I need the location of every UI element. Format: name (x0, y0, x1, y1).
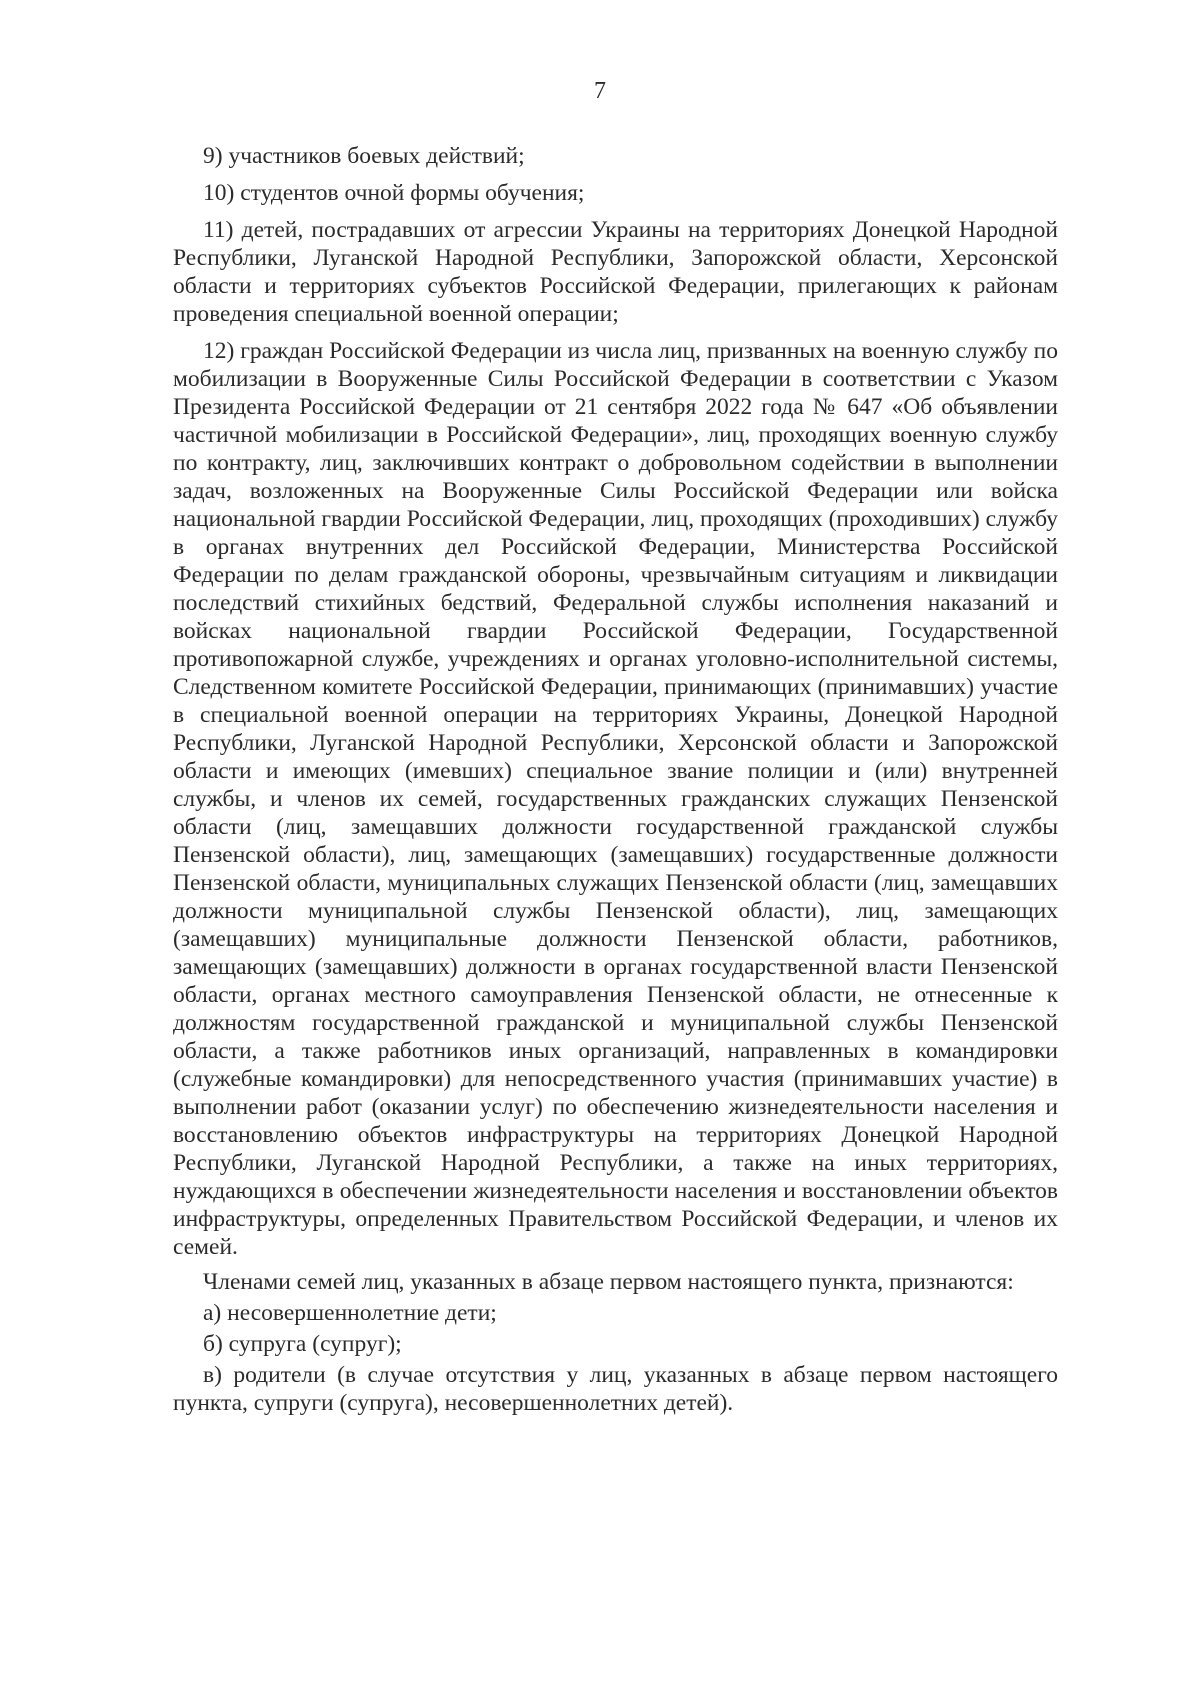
page-number: 7 (594, 78, 606, 104)
list-item-9: 9) участников боевых действий; (203, 143, 525, 169)
page-body (173, 142, 1058, 1417)
family-item-b: б) супруга (супруг); (203, 1331, 402, 1357)
family-members-intro: Членами семей лиц, указанных в абзаце первом настоящего пункта, признаются: (203, 1269, 1014, 1295)
list-item-10: 10) студентов очной формы обучения; (203, 180, 585, 206)
family-item-v: в) родители (в случае отсутствия у лиц, указанных в абзаце первом настоящего пункта, супруги (супруга), несовершеннолетних детей). (173, 1362, 1058, 1416)
family-item-a: а) несовершеннолетние дети; (203, 1300, 497, 1326)
list-item-11: 11) детей, пострадавших от агрессии Украины на территориях Донецкой Народной Республики, Луганской Народной Республики, Запорожской области, Херсонской области и территориях субъектов Российской Федерации, прилегающих к районам проведения специальной военной операции; (173, 217, 1058, 327)
list-item-12: 12) граждан Российской Федерации из числа лиц, призванных на военную службу по мобилизации в Вооруженные Силы Российской Федерации в соответствии с Указом Президента Российской Федерации от 21 сентября 2022 года № 647 «Об объявлении частичной мобилизации в Российской Федерации», лиц, проходящих военную службу по контракту, лиц, заключивших контракт о добровольном содействии в выполнении задач, возложенных на Вооруженные Силы Российской Федерации или войска национальной гвардии Российской Федерации, лиц, проходящих (проходивших) службу в органах внутренних дел Российской Федерации, Министерства Российской Федерации по делам гражданской обороны, чрезвычайным ситуациям и ликвидации последствий стихийных бедствий, Федеральной службы исполнения наказаний и войсках национальной гвардии Российской Федерации, Государственной противопожарной службе, учреждениях и органах уголовно-исполнительной системы, Следственном комитете Российской Федерации, принимающих (принимавших) участие в специальной военной операции на территориях Украины, Донецкой Народной Республики, Луганской Народной Республики, Херсонской области и Запорожской области и имеющих (имевших) специальное звание полиции и (или) внутренней службы, и членов их семей, государственных гражданских служащих Пензенской области (лиц, замещавших должности государственной гражданской службы Пензенской области), лиц, замещающих (замещавших) государственные должности Пензенской области, муниципальных служащих Пензенской области (лиц, замещавших должности муниципальной службы Пензенской области), лиц, замещающих (замещавших) муниципальные должности Пензенской области, работников, замещающих (замещавших) должности в органах государственной власти Пензенской области, органах местного самоуправления Пензенской области, не отнесенные к должностям государственной гражданской и муниципальной службы Пензенской области, а также работников иных организаций, направленных в командировки (служебные командировки) для непосредственного участия (принимавших участие) в выполнении работ (оказании услуг) по обеспечению жизнедеятельности населения и восстановлению объектов инфраструктуры на территориях Донецкой Народной Республики, Луганской Народной Республики, а также на иных территориях, нуждающихся в обеспечении жизнедеятельности населения и восстановлении объектов инфраструктуры, определенных Правительством Российской Федерации, и членов их семей. (173, 338, 1058, 1260)
